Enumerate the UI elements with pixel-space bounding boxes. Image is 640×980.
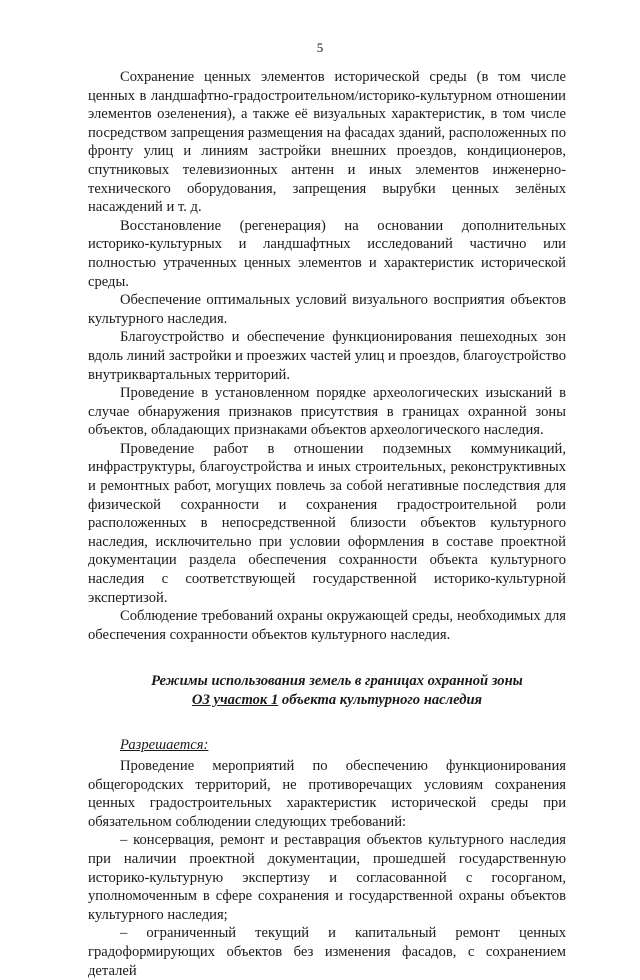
section-heading-line2-rest: объекта культурного наследия [278,692,483,709]
paragraph: Сохранение ценных элементов исторической среды (в том числе ценных в ландшафтно-градостроительном/историко-культурном отношении элементов озеленения), а также её визуальных характеристик, в том числе посредством запрещения размещения на фасадах зданий, расположенных по фронту улиц и линиям застройки внешних проездов, кондиционеров, спутниковых телевизионных антенн и иных элементов инженерно-технического оборудования, запрещения вырубки ценных зелёных насаждений и т. д. [88,69,566,216]
paragraph: Проведение в установленном порядке археологических изысканий в случае обнаружения признаков присутствия в границах охранной зоны объектов, обладающих признаками объектов археологического наследия. [88,385,566,439]
document-body [88,68,566,980]
list-item: – консервация, ремонт и реставрация объектов культурного наследия при наличии проектной документации, прошедшей государственную историко-культурную экспертизу и согласованной с госорганом, уполномоченным в сфере сохранения и государственной охраны объектов культурного наследия; [88,832,566,923]
page-number: 5 [316,40,324,55]
section-heading-line2 [108,691,566,710]
paragraph: Проведение мероприятий по обеспечению функционирования общегородских территорий, не противоречащих условиям сохранения ценных градостроительных характеристик исторической среды при обязательном соблюдении следующих требований: [88,758,566,830]
paragraph: Восстановление (регенерация) на основании дополнительных историко-культурных и ландшафтных исследований частично или полностью утраченных ценных элементов и характеристик исторической среды. [88,217,566,290]
paragraph: Соблюдение требований охраны окружающей среды, необходимых для обеспечения сохранности объектов культурного наследия. [88,608,566,643]
allowed-label: Разрешается: [120,737,209,754]
section-heading [88,672,566,710]
paragraph: Обеспечение оптимальных условий визуального восприятия объектов культурного наследия. [88,292,566,327]
list-item: – ограниченный текущий и капитальный ремонт ценных градоформирующих объектов без изменения фасадов, с сохранением деталей [88,925,566,979]
section-heading-line1: Режимы использования земель в границах охранной зоны [151,673,523,690]
paragraph: Проведение работ в отношении подземных коммуникаций, инфраструктуры, благоустройства и иных строительных, реконструктивных и ремонтных работ, могущих повлечь за собой негативные последствия для физической сохранности и сохранения градостроительной роли расположенных в непосредственной близости объектов культурного наследия, исключительно при условии оформления в составе проектной документации раздела обеспечения сохранности объекта культурного наследия с соответствующей государственной историко-культурной экспертизой. [88,440,566,606]
zone-name: ОЗ участок 1 [191,692,279,709]
paragraph: Благоустройство и обеспечение функционирования пешеходных зон вдоль линий застройки и проезжих частей улиц и проездов, благоустройство внутриквартальных территорий. [88,329,566,383]
